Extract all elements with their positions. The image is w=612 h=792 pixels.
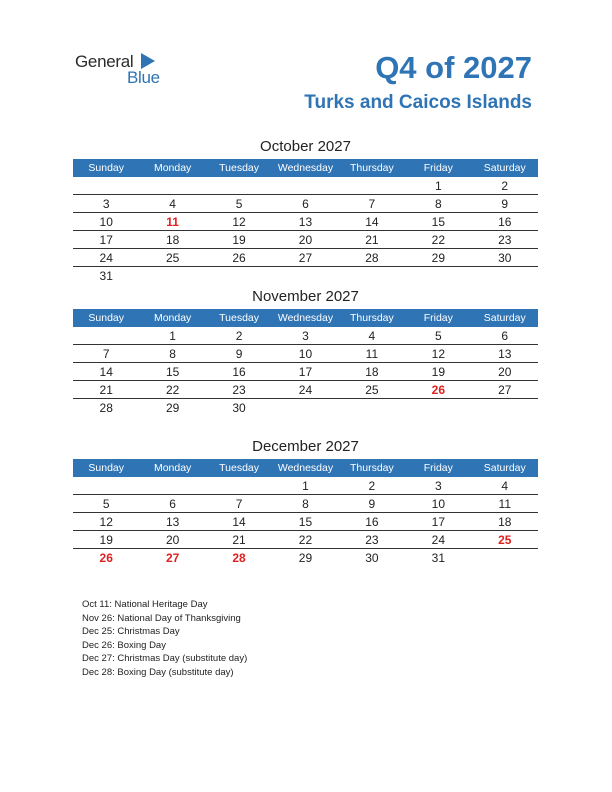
day-cell: 27 (472, 381, 538, 399)
weekday-header: Saturday (472, 159, 538, 177)
day-cell: 16 (206, 363, 272, 381)
day-cell: 20 (272, 231, 338, 249)
logo-flag-icon (141, 53, 155, 69)
month-title: October 2027 (260, 138, 351, 155)
day-cell: 15 (139, 363, 205, 381)
holiday-item: Dec 25: Christmas Day (82, 626, 180, 637)
weekday-header: Monday (139, 159, 205, 177)
weekday-header: Thursday (339, 159, 405, 177)
week-row (73, 213, 538, 231)
week-row (73, 195, 538, 213)
weekday-header: Thursday (339, 309, 405, 327)
day-cell: 12 (405, 345, 471, 363)
page-title: Q4 of 2027 (375, 50, 532, 85)
day-cell: 2 (339, 477, 405, 495)
day-cell: 19 (206, 231, 272, 249)
day-cell: 6 (139, 495, 205, 513)
day-cell: 23 (206, 381, 272, 399)
day-cell: 11 (339, 345, 405, 363)
week-row (73, 513, 538, 531)
month-december (73, 438, 538, 566)
day-cell: 13 (139, 513, 205, 531)
day-cell: 25 (472, 531, 538, 549)
day-cell: 31 (431, 550, 445, 565)
calendar-grid (73, 459, 538, 566)
day-cell: 26 (206, 249, 272, 267)
month-title: November 2027 (252, 288, 359, 305)
day-cell: 13 (472, 345, 538, 363)
day-cell: 17 (272, 363, 338, 381)
weekday-header: Wednesday (272, 159, 338, 177)
empty-day-cell (73, 327, 139, 345)
empty-day-cell (472, 267, 538, 285)
day-cell: 22 (405, 231, 471, 249)
generalblue-logo (75, 52, 170, 88)
week-row (73, 549, 538, 567)
empty-day-cell (139, 477, 205, 495)
calendar-grid (73, 159, 538, 284)
day-cell: 20 (472, 363, 538, 381)
empty-day-cell (339, 267, 405, 285)
day-cell: 17 (405, 513, 471, 531)
day-cell: 16 (339, 513, 405, 531)
day-cell: 21 (73, 381, 139, 399)
day-cell: 15 (405, 213, 471, 231)
day-cell: 6 (472, 327, 538, 345)
empty-day-cell (472, 399, 538, 417)
month-title: December 2027 (252, 438, 359, 455)
day-cell: 24 (405, 531, 471, 549)
logo-text-general: General (75, 52, 134, 71)
day-cell: 16 (472, 213, 538, 231)
day-cell: 17 (73, 231, 139, 249)
day-cell: 8 (272, 495, 338, 513)
day-cell: 6 (272, 195, 338, 213)
month-november (73, 288, 538, 416)
day-cell: 11 (472, 495, 538, 513)
weekday-header: Sunday (73, 459, 139, 477)
day-cell: 21 (339, 231, 405, 249)
holiday-item: Nov 26: National Day of Thanksgiving (82, 612, 241, 624)
day-cell: 23 (472, 231, 538, 249)
day-cell: 21 (206, 531, 272, 549)
day-cell: 9 (472, 195, 538, 213)
day-cell: 7 (206, 495, 272, 513)
day-cell: 31 (99, 268, 113, 283)
empty-day-cell (339, 399, 405, 417)
weekday-header: Wednesday (272, 309, 338, 327)
day-cell: 1 (272, 477, 338, 495)
day-cell: 5 (206, 195, 272, 213)
weekday-header: Wednesday (272, 459, 338, 477)
day-cell: 24 (272, 381, 338, 399)
week-row (73, 231, 538, 249)
day-cell: 8 (139, 345, 205, 363)
week-row (73, 381, 538, 399)
empty-day-cell (206, 177, 272, 195)
day-cell: 4 (472, 477, 538, 495)
weekday-header: Friday (405, 309, 471, 327)
day-cell: 28 (339, 249, 405, 267)
day-cell: 2 (206, 327, 272, 345)
weekday-header-row (73, 159, 538, 177)
day-cell: 13 (272, 213, 338, 231)
week-row (73, 477, 538, 495)
day-cell: 24 (73, 249, 139, 267)
day-cell: 29 (405, 249, 471, 267)
weekday-header: Friday (405, 459, 471, 477)
empty-day-cell (405, 267, 471, 285)
empty-day-cell (272, 267, 338, 285)
day-cell: 23 (339, 531, 405, 549)
day-cell: 1 (405, 177, 471, 195)
empty-day-cell (73, 477, 139, 495)
week-row (73, 327, 538, 345)
empty-day-cell (73, 177, 139, 195)
holiday-item: Oct 11: National Heritage Day (82, 599, 208, 610)
weekday-header: Tuesday (206, 459, 272, 477)
weekday-header: Monday (139, 459, 205, 477)
day-cell: 18 (339, 363, 405, 381)
day-cell: 19 (405, 363, 471, 381)
day-cell: 30 (365, 550, 379, 565)
day-cell: 10 (405, 495, 471, 513)
day-cell: 14 (206, 513, 272, 531)
empty-day-cell (405, 399, 471, 417)
calendar-grid (73, 309, 538, 416)
day-cell: 18 (139, 231, 205, 249)
day-cell: 28 (99, 400, 113, 415)
week-row (73, 531, 538, 549)
page-subtitle: Turks and Caicos Islands (304, 92, 532, 113)
empty-day-cell (272, 177, 338, 195)
day-cell: 8 (405, 195, 471, 213)
empty-day-cell (472, 549, 538, 567)
day-cell: 12 (206, 213, 272, 231)
day-cell: 25 (139, 249, 205, 267)
day-cell: 30 (232, 400, 246, 415)
empty-day-cell (139, 267, 205, 285)
day-cell: 27 (165, 550, 180, 565)
day-cell: 22 (272, 531, 338, 549)
day-cell: 14 (73, 363, 139, 381)
weekday-header: Tuesday (206, 159, 272, 177)
week-row (73, 249, 538, 267)
day-cell: 28 (232, 550, 246, 565)
day-cell: 18 (472, 513, 538, 531)
day-cell: 5 (73, 495, 139, 513)
week-row (73, 177, 538, 195)
week-row (73, 267, 538, 285)
day-cell: 22 (139, 381, 205, 399)
weekday-header: Friday (405, 159, 471, 177)
logo-text-blue: Blue (127, 68, 160, 87)
day-cell: 29 (165, 400, 180, 415)
weekday-header: Saturday (472, 459, 538, 477)
holiday-item: Dec 27: Christmas Day (substitute day) (82, 653, 248, 664)
day-cell: 19 (73, 531, 139, 549)
day-cell: 1 (139, 327, 205, 345)
weekday-header: Sunday (73, 159, 139, 177)
holiday-item: Dec 28: Boxing Day (substitute day) (82, 666, 234, 678)
week-row (73, 399, 538, 417)
holiday-item: Dec 26: Boxing Day (82, 639, 166, 651)
day-cell: 20 (139, 531, 205, 549)
day-cell: 10 (73, 213, 139, 231)
empty-day-cell (272, 399, 338, 417)
holiday-list (82, 598, 247, 679)
day-cell: 9 (206, 345, 272, 363)
day-cell: 30 (472, 249, 538, 267)
day-cell: 11 (139, 213, 205, 231)
empty-day-cell (206, 267, 272, 285)
day-cell: 7 (339, 195, 405, 213)
day-cell: 4 (139, 195, 205, 213)
day-cell: 7 (73, 345, 139, 363)
week-row (73, 345, 538, 363)
day-cell: 4 (339, 327, 405, 345)
day-cell: 25 (339, 381, 405, 399)
empty-day-cell (139, 177, 205, 195)
weekday-header: Tuesday (206, 309, 272, 327)
day-cell: 10 (272, 345, 338, 363)
weekday-header: Thursday (339, 459, 405, 477)
day-cell: 3 (272, 327, 338, 345)
day-cell: 15 (272, 513, 338, 531)
day-cell: 29 (298, 550, 313, 565)
day-cell: 3 (405, 477, 471, 495)
day-cell: 14 (339, 213, 405, 231)
day-cell: 26 (405, 381, 471, 399)
weekday-header: Saturday (472, 309, 538, 327)
day-cell: 3 (73, 195, 139, 213)
day-cell: 2 (472, 177, 538, 195)
weekday-header: Monday (139, 309, 205, 327)
empty-day-cell (339, 177, 405, 195)
day-cell: 12 (73, 513, 139, 531)
day-cell: 27 (272, 249, 338, 267)
month-october (73, 138, 538, 284)
empty-day-cell (206, 477, 272, 495)
weekday-header: Sunday (73, 309, 139, 327)
weekday-header-row (73, 309, 538, 327)
week-row (73, 363, 538, 381)
week-row (73, 495, 538, 513)
weekday-header-row (73, 459, 538, 477)
day-cell: 9 (339, 495, 405, 513)
day-cell: 26 (99, 550, 113, 565)
day-cell: 5 (405, 327, 471, 345)
